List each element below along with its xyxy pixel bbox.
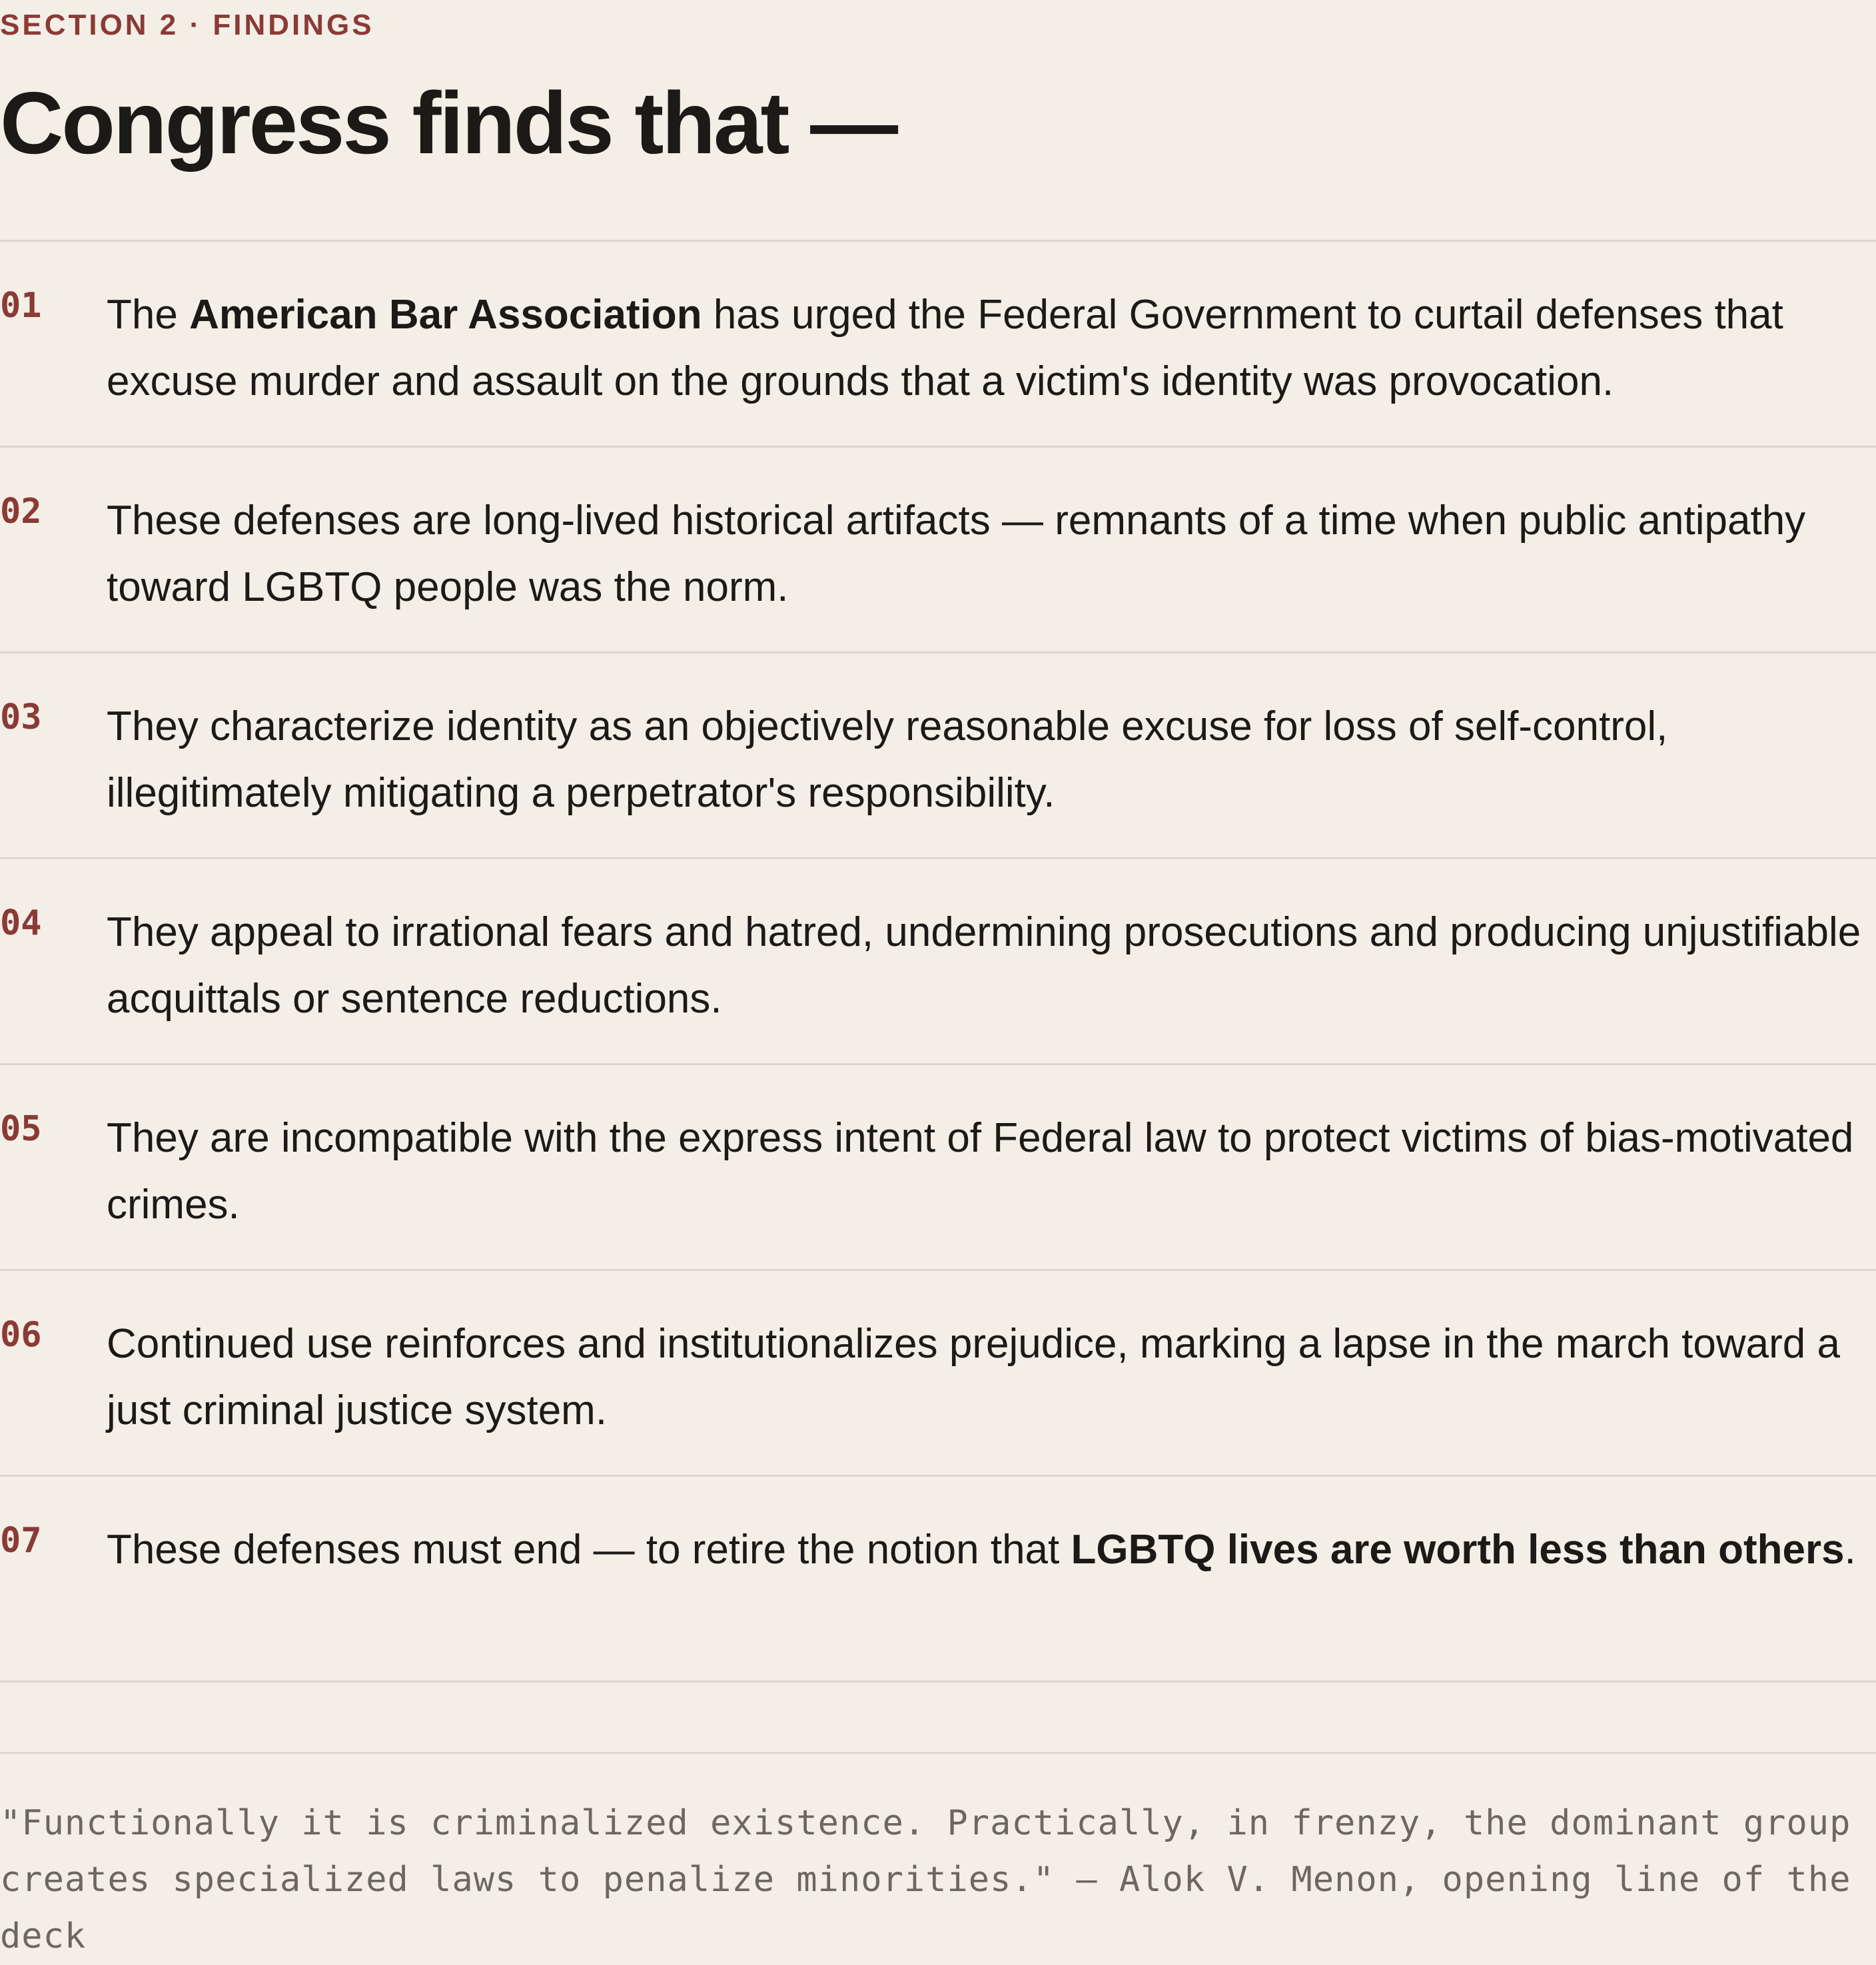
finding-item xyxy=(0,1477,1876,1683)
finding-item xyxy=(0,859,1876,1065)
closing-quote: "Functionally it is criminalized existence. Practically, in frenzy, the dominant group creates specialized laws to penalize minorities." — Alok V. Menon, opening line of the deck xyxy=(0,1803,1851,1956)
finding-item xyxy=(0,653,1876,859)
finding-item xyxy=(0,1065,1876,1271)
finding-item xyxy=(0,242,1876,448)
finding-text: They characterize identity as an objectively reasonable excuse for loss of self-control, illegitimately mitigating a perpetrator's responsibility. xyxy=(107,703,1668,816)
page-title: Congress finds that — xyxy=(0,74,897,172)
finding-number: 06 xyxy=(0,1315,42,1355)
finding-text: Continued use reinforces and institutionalizes prejudice, marking a lapse in the march toward a just criminal justice system. xyxy=(107,1321,1840,1433)
finding-item xyxy=(0,448,1876,653)
finding-number: 03 xyxy=(0,697,42,737)
finding-number: 04 xyxy=(0,903,42,943)
finding-text: They are incompatible with the express intent of Federal law to protect victims of bias-motivated crimes. xyxy=(107,1115,1854,1228)
finding-number: 02 xyxy=(0,492,42,532)
finding-number: 01 xyxy=(0,286,42,326)
finding-number: 07 xyxy=(0,1521,42,1561)
finding-emphasis: LGBTQ lives are worth less than others xyxy=(1071,1527,1845,1573)
finding-number: 05 xyxy=(0,1109,42,1149)
finding-text: The American Bar Association has urged the Federal Government to curtail defenses that excuse murder and assault on the grounds that a victim's identity was provocation. xyxy=(107,292,1783,404)
finding-text: These defenses are long-lived historical artifacts — remnants of a time when public antipathy toward LGBTQ people was the norm. xyxy=(107,498,1806,610)
finding-item xyxy=(0,1271,1876,1477)
divider xyxy=(0,1752,1876,1754)
findings-list xyxy=(0,240,1876,1683)
section-label: SECTION 2 · FINDINGS xyxy=(0,9,374,41)
finding-text: These defenses must end — to retire the notion that LGBTQ lives are worth less than others. xyxy=(107,1527,1856,1573)
finding-emphasis: American Bar Association xyxy=(189,292,702,338)
finding-text: They appeal to irrational fears and hatred, undermining prosecutions and producing unjustifiable acquittals or sentence reductions. xyxy=(107,909,1861,1022)
